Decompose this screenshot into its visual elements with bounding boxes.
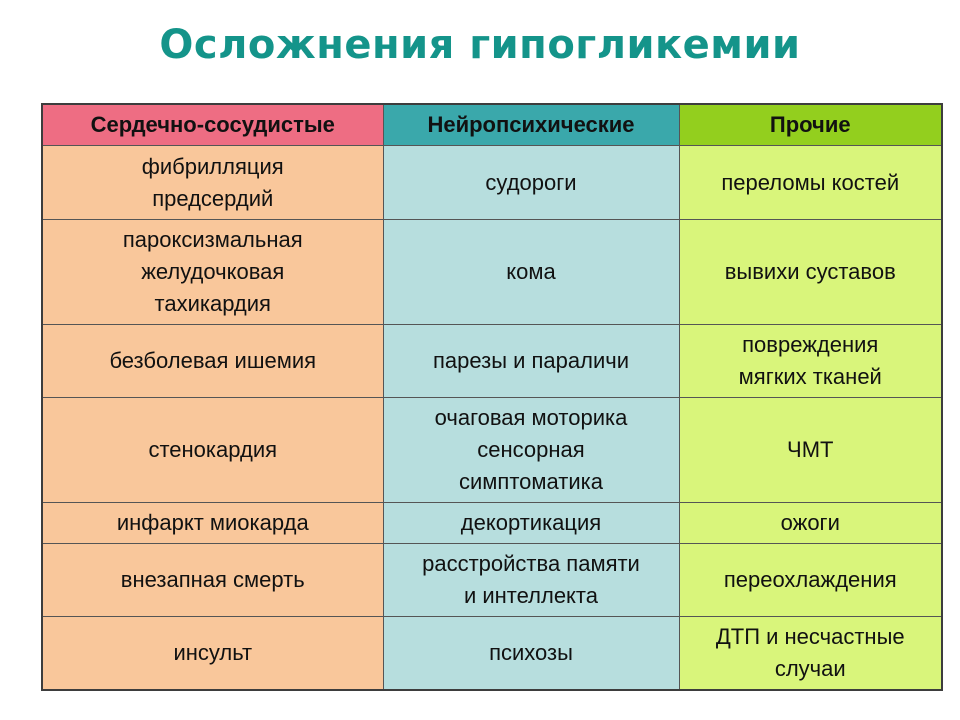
cell-other	[679, 325, 942, 398]
cell-text: вывихи суставов	[724, 259, 896, 284]
cell-neuropsychic	[383, 398, 679, 503]
table-row	[42, 398, 942, 503]
cell-neuropsychic	[383, 325, 679, 398]
cell-text: ДТП и несчастные случаи	[715, 624, 905, 681]
cell-text: парезы и параличи	[432, 348, 630, 373]
header-cardiovascular: Сердечно-сосудистые	[42, 104, 383, 146]
cell-neuropsychic	[383, 220, 679, 325]
cell-text: фибрилляция предсердий	[141, 153, 284, 211]
cell-text: расстройства памяти и интеллекта	[422, 551, 640, 608]
table-row	[42, 220, 942, 325]
cell-cardiovascular	[42, 146, 383, 220]
table-header-row	[42, 104, 942, 146]
cell-neuropsychic	[383, 617, 679, 691]
header-other: Прочие	[679, 104, 942, 146]
table-row	[42, 325, 942, 398]
cell-neuropsychic	[383, 544, 679, 617]
cell-other	[679, 544, 942, 617]
cell-text: ЧМТ	[787, 437, 834, 462]
page-title: Осложнения гипогликемии	[159, 22, 801, 68]
cell-cardiovascular	[42, 398, 383, 503]
cell-text: инфаркт миокарда	[116, 510, 309, 535]
table-row	[42, 617, 942, 691]
cell-cardiovascular	[42, 325, 383, 398]
cell-cardiovascular	[42, 544, 383, 617]
cell-text: переломы костей	[721, 169, 900, 195]
cell-text: стенокардия	[148, 437, 278, 462]
cell-text: декортикация	[460, 510, 602, 535]
cell-text: кома	[506, 259, 556, 284]
cell-text: внезапная смерть	[120, 567, 305, 592]
table-row	[42, 544, 942, 617]
table-row	[42, 146, 942, 220]
cell-text: пароксизмальная желудочковая тахикардия	[122, 227, 303, 316]
complications-table	[41, 103, 943, 691]
cell-text: психозы	[489, 640, 573, 665]
cell-neuropsychic	[383, 503, 679, 544]
cell-text: переохлаждения	[723, 567, 897, 592]
cell-other	[679, 398, 942, 503]
cell-text: судороги	[485, 169, 577, 195]
cell-text: ожоги	[780, 510, 840, 535]
cell-text: повреждения мягких тканей	[738, 332, 882, 389]
cell-other	[679, 503, 942, 544]
cell-neuropsychic	[383, 146, 679, 220]
cell-other	[679, 220, 942, 325]
cell-cardiovascular	[42, 220, 383, 325]
cell-other	[679, 146, 942, 220]
cell-text: очаговая моторика сенсорная симптоматика	[434, 405, 628, 494]
table-row	[42, 503, 942, 544]
cell-text: инсульт	[173, 640, 253, 665]
cell-cardiovascular	[42, 503, 383, 544]
cell-other	[679, 617, 942, 691]
cell-cardiovascular	[42, 617, 383, 691]
cell-text: безболевая ишемия	[109, 348, 317, 373]
header-neuropsychic: Нейропсихические	[383, 104, 679, 146]
